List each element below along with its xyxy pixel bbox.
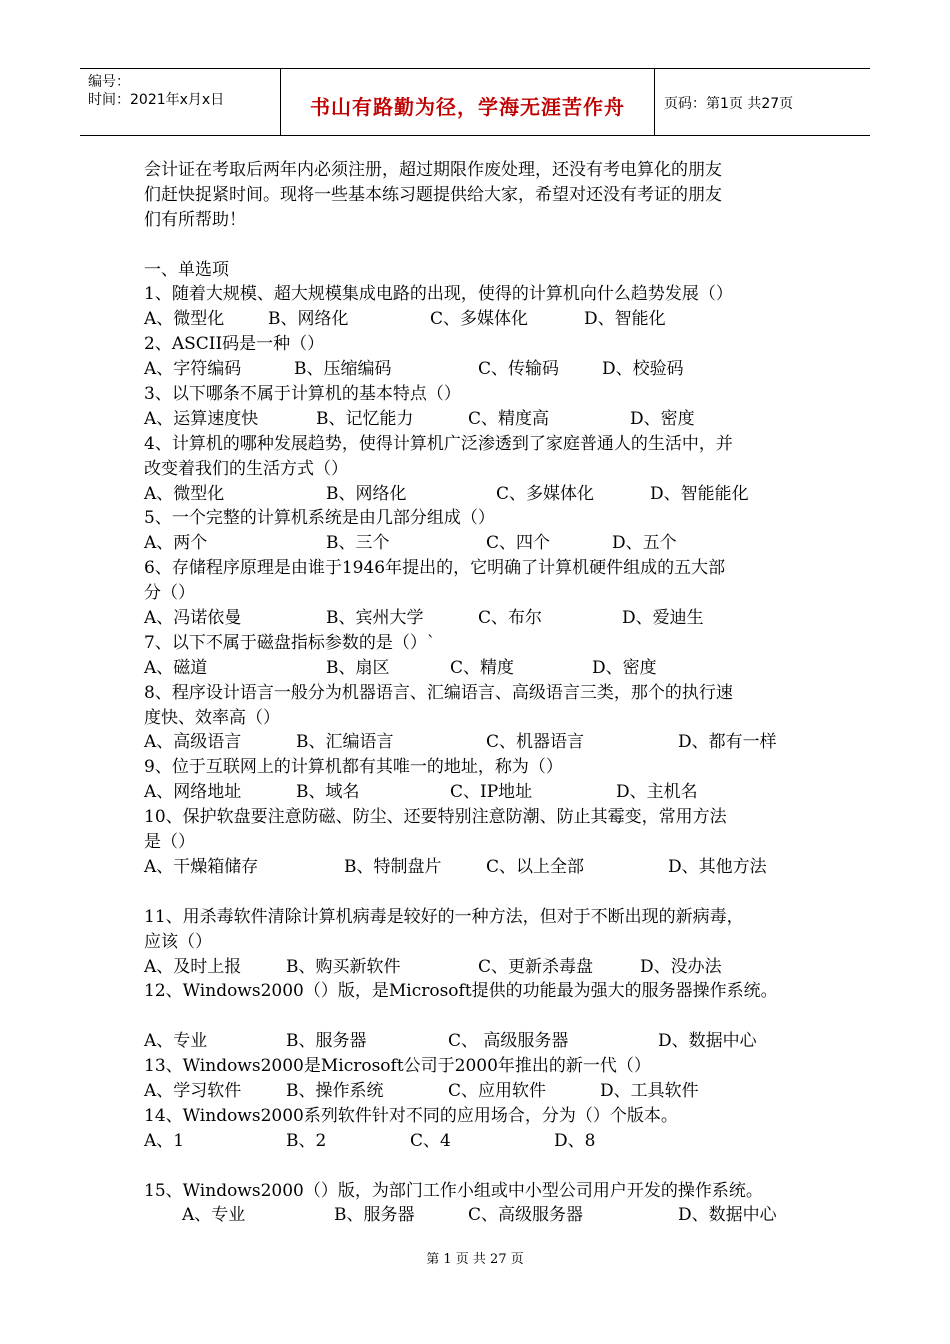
answer-option: D、没办法	[640, 956, 722, 977]
answer-option: B、三个	[326, 533, 390, 554]
question-list	[144, 282, 824, 1228]
answer-option: C、高级服务器	[468, 1205, 584, 1226]
answer-option: C、精度	[450, 657, 515, 678]
answer-option: D、8	[554, 1130, 596, 1151]
question-stem: 12、Windows2000（）版，是Microsoft提供的功能最为强大的服务器操作系统。	[144, 981, 778, 1002]
header-meta	[88, 73, 280, 109]
page-header-table	[80, 68, 870, 136]
question-item	[144, 979, 824, 1054]
intro-paragraph	[144, 158, 824, 233]
answer-option: A、高级语言	[144, 732, 242, 753]
question-stem: 8、程序设计语言一般分为机器语言、汇编语言、高级语言三类，那个的执行速	[144, 682, 733, 703]
answer-option: B、服务器	[334, 1205, 415, 1226]
question-stem: 1、随着大规模、超大规模集成电路的出现，使得的计算机向什么趋势发展（）	[144, 284, 733, 305]
answer-options	[144, 730, 824, 755]
answer-option: D、智能能化	[650, 483, 749, 504]
answer-options	[144, 482, 824, 507]
answer-option: D、主机名	[616, 782, 698, 803]
question-item	[144, 1054, 824, 1104]
header-motto: 书山有路勤为径，学海无涯苦作舟	[310, 95, 625, 119]
question-stem: 9、位于互联网上的计算机都有其唯一的地址，称为（）	[144, 757, 563, 778]
question-stem: 10、保护软盘要注意防磁、防尘、还要特别注意防潮、防止其霉变，常用方法	[144, 807, 727, 828]
answer-option: C、更新杀毒盘	[478, 956, 594, 977]
answer-option: C、四个	[486, 533, 551, 554]
answer-option: B、压缩编码	[294, 359, 392, 380]
answer-option: A、两个	[144, 533, 208, 554]
question-stem: 5、一个完整的计算机系统是由几部分组成（）	[144, 508, 495, 529]
answer-option: B、服务器	[286, 1031, 367, 1052]
answer-option: D、密度	[630, 408, 695, 429]
answer-options	[144, 606, 824, 631]
page-footer: 第 1 页 共 27 页	[426, 1252, 524, 1267]
question-item	[144, 282, 824, 332]
answer-option: C、传输码	[478, 359, 560, 380]
answer-option: D、数据中心	[658, 1031, 757, 1052]
question-item	[144, 905, 824, 980]
question-stem: 7、以下不属于磁盘指标参数的是（）`	[144, 632, 436, 653]
answer-option: B、汇编语言	[296, 732, 394, 753]
answer-option: A、学习软件	[144, 1080, 242, 1101]
answer-option: D、爱迪生	[622, 608, 704, 629]
answer-option: D、数据中心	[678, 1205, 777, 1226]
question-item	[144, 432, 824, 507]
answer-options	[144, 531, 824, 556]
answer-option: B、2	[286, 1130, 327, 1151]
question-item	[144, 506, 824, 556]
answer-option: B、网络化	[326, 483, 407, 504]
question-stem: 11、用杀毒软件清除计算机病毒是较好的一种方法，但对于不断出现的新病毒，	[144, 906, 744, 927]
answer-option: B、网络化	[268, 309, 349, 330]
document-number-label: 编号：	[88, 74, 130, 90]
question-stem: 分（）	[144, 583, 195, 604]
question-stem: 改变着我们的生活方式（）	[144, 458, 348, 479]
answer-options	[144, 307, 824, 332]
question-stem: 应该（）	[144, 931, 212, 952]
question-item	[144, 681, 824, 756]
answer-options	[144, 357, 824, 382]
header-divider	[654, 69, 655, 135]
question-stem: 2、ASCII码是一种（）	[144, 334, 325, 355]
answer-option: A、冯诺依曼	[144, 608, 242, 629]
answer-option: D、工具软件	[600, 1080, 699, 1101]
answer-option: D、其他方法	[668, 856, 767, 877]
answer-option: C、IP地址	[450, 782, 533, 803]
answer-option: A、网络地址	[144, 782, 242, 803]
question-stem: 6、存储程序原理是由谁于1946年提出的，它明确了计算机硬件组成的五大部	[144, 558, 726, 579]
question-stem: 是（）	[144, 832, 195, 853]
question-item	[144, 755, 824, 805]
answer-options	[144, 780, 824, 805]
answer-option: D、密度	[592, 657, 657, 678]
question-item	[144, 631, 824, 681]
answer-options	[144, 1203, 824, 1228]
answer-option: D、五个	[612, 533, 677, 554]
intro-line: 会计证在考取后两年内必须注册，超过期限作废处理，还没有考电算化的朋友	[144, 160, 722, 180]
answer-option: C、以上全部	[486, 856, 585, 877]
answer-option: A、字符编码	[144, 359, 242, 380]
answer-option: B、扇区	[326, 657, 390, 678]
answer-option: D、都有一样	[678, 732, 777, 753]
intro-line: 们赶快捉紧时间。现将一些基本练习题提供给大家，希望对还没有考证的朋友	[144, 184, 722, 205]
answer-option: C、应用软件	[448, 1080, 547, 1101]
document-date-label: 时间：2021年x月x日	[88, 92, 225, 108]
question-item	[144, 805, 824, 880]
answer-option: B、特制盘片	[344, 856, 442, 877]
question-item	[144, 556, 824, 631]
question-stem: 4、计算机的哪种发展趋势，使得计算机广泛渗透到了家庭普通人的生活中，并	[144, 433, 733, 454]
answer-option: A、及时上报	[144, 956, 242, 977]
answer-option: B、购买新软件	[286, 956, 401, 977]
answer-option: B、宾州大学	[326, 608, 424, 629]
question-stem: 15、Windows2000（）版，为部门工作小组或中小型公司用户开发的操作系统。	[144, 1180, 763, 1201]
answer-option: A、1	[144, 1130, 185, 1151]
answer-options	[144, 955, 824, 980]
header-page-info: 页码：第1页 共27页	[664, 96, 794, 112]
answer-option: C、精度高	[468, 408, 550, 429]
answer-option: A、专业	[144, 1031, 208, 1052]
answer-options	[144, 1079, 824, 1104]
answer-option: D、智能化	[584, 309, 666, 330]
section-title: 一、单选项	[144, 259, 229, 280]
question-item	[144, 382, 824, 432]
answer-option: C、 高级服务器	[448, 1031, 569, 1052]
answer-option: D、校验码	[602, 359, 684, 380]
answer-options	[144, 1129, 824, 1154]
answer-option: A、微型化	[144, 483, 225, 504]
answer-options	[144, 656, 824, 681]
intro-line: 们有所帮助！	[144, 209, 246, 230]
answer-options	[144, 1029, 824, 1054]
answer-options	[144, 407, 824, 432]
answer-option: A、干燥箱储存	[144, 856, 259, 877]
answer-option: A、专业	[182, 1205, 246, 1226]
question-stem: 14、Windows2000系列软件针对不同的应用场合，分为（）个版本。	[144, 1105, 678, 1126]
question-item	[144, 1104, 824, 1154]
document-body	[144, 158, 824, 1228]
question-stem: 度快、效率高（）	[144, 707, 280, 728]
answer-option: C、4	[410, 1130, 451, 1151]
question-stem: 13、Windows2000是Microsoft公司于2000年推出的新一代（）	[144, 1056, 651, 1077]
answer-option: B、操作系统	[286, 1080, 384, 1101]
answer-option: C、布尔	[478, 608, 543, 629]
answer-option: C、多媒体化	[496, 483, 595, 504]
answer-option: B、域名	[296, 782, 360, 803]
answer-option: A、运算速度快	[144, 408, 259, 429]
answer-option: C、多媒体化	[430, 309, 529, 330]
answer-options	[144, 855, 824, 880]
question-item	[144, 1179, 824, 1229]
question-item	[144, 332, 824, 382]
answer-option: B、记忆能力	[316, 408, 414, 429]
answer-option: A、微型化	[144, 309, 225, 330]
answer-option: C、机器语言	[486, 732, 585, 753]
answer-option: A、磁道	[144, 657, 208, 678]
question-stem: 3、以下哪条不属于计算机的基本特点（）	[144, 384, 461, 405]
